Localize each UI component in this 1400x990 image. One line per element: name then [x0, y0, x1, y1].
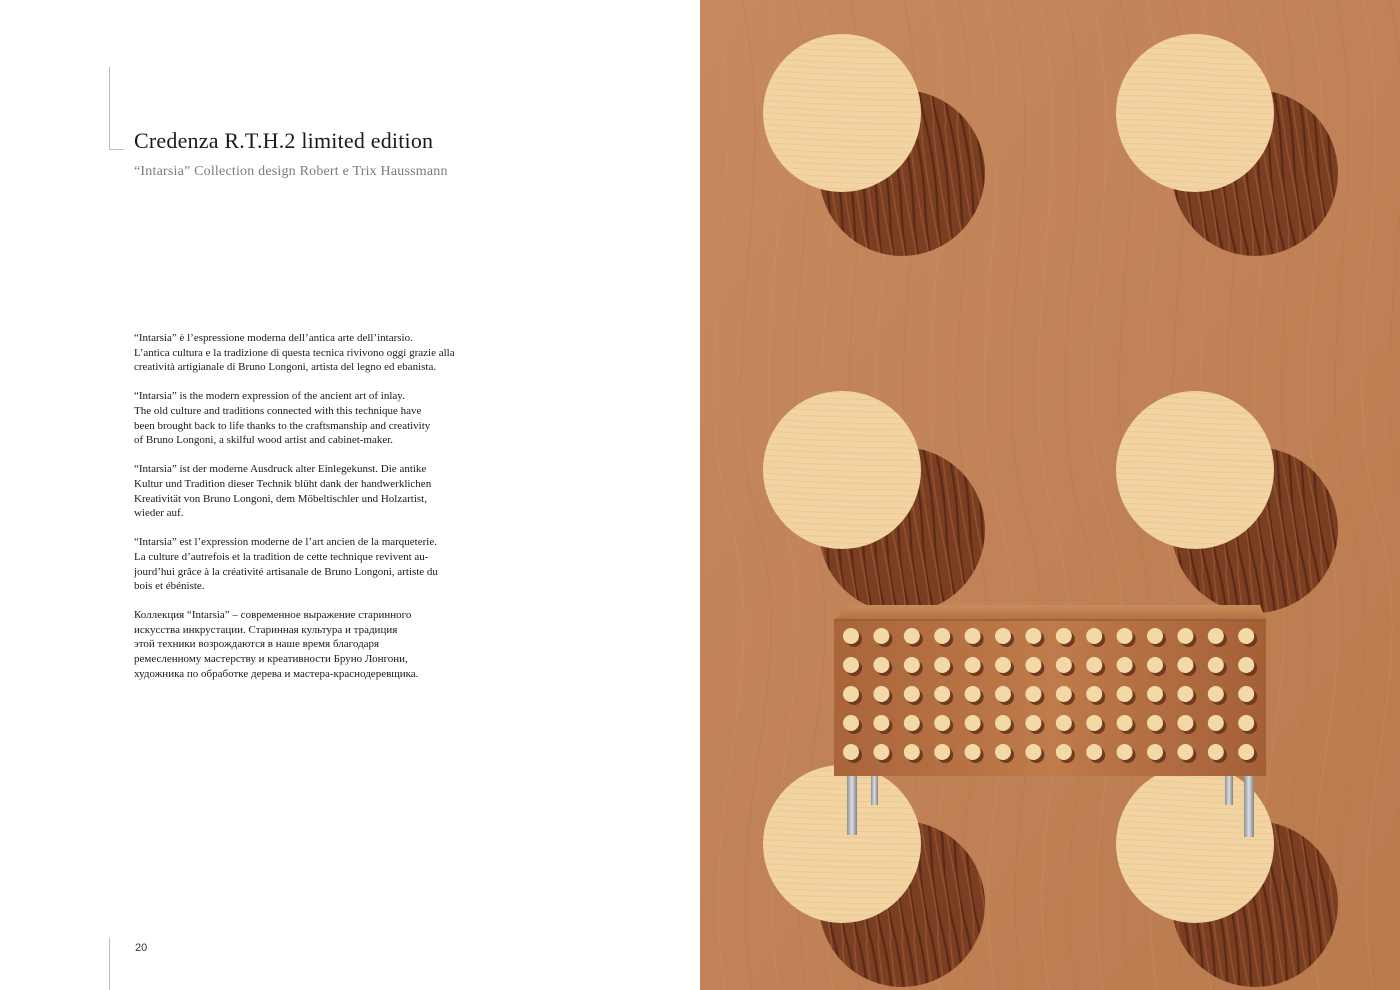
- body-text: [134, 331, 479, 696]
- knob: [873, 657, 889, 673]
- knob: [1056, 744, 1072, 760]
- knob: [1056, 628, 1072, 644]
- knob: [1025, 744, 1041, 760]
- knob: [1025, 686, 1041, 702]
- paragraph-italian: “Intarsia” è l’espressione moderna dell’antica arte dell’intarsio. L’antica cultura e la tradizione di questa tecnica rivivono oggi grazie alla creatività artigianale di Bruno Longoni, artista del legno ed ebanista.: [134, 332, 455, 374]
- knob: [904, 686, 920, 702]
- corner-mark-horizontal: [109, 149, 124, 150]
- knob: [1147, 715, 1163, 731]
- knob: [1208, 657, 1224, 673]
- knob: [965, 744, 981, 760]
- sideboard-body: [834, 620, 1266, 776]
- knob: [1056, 715, 1072, 731]
- knob: [1117, 628, 1133, 644]
- knob: [995, 657, 1011, 673]
- knob: [1086, 657, 1102, 673]
- maple-disc: [763, 34, 921, 192]
- knob: [1117, 657, 1133, 673]
- knob: [843, 744, 859, 760]
- knob: [1177, 628, 1193, 644]
- knob: [1208, 744, 1224, 760]
- knob: [873, 744, 889, 760]
- knob: [1086, 628, 1102, 644]
- sideboard-leg: [847, 775, 857, 835]
- knob: [1086, 744, 1102, 760]
- knob: [934, 744, 950, 760]
- knob: [1086, 715, 1102, 731]
- knob: [1117, 686, 1133, 702]
- knob: [1177, 744, 1193, 760]
- knob: [934, 628, 950, 644]
- knob: [904, 715, 920, 731]
- knob: [995, 628, 1011, 644]
- knob: [1208, 628, 1224, 644]
- knob: [965, 657, 981, 673]
- knob: [995, 715, 1011, 731]
- knob: [1208, 715, 1224, 731]
- knob: [843, 628, 859, 644]
- maple-disc: [763, 765, 921, 923]
- knob: [873, 686, 889, 702]
- knob: [1147, 686, 1163, 702]
- knob: [1177, 657, 1193, 673]
- knob: [965, 628, 981, 644]
- knob: [843, 657, 859, 673]
- footer-mark: [109, 938, 110, 990]
- page-subtitle: “Intarsia” Collection design Robert e Trix Haussmann: [134, 164, 448, 179]
- knob: [1025, 628, 1041, 644]
- knob: [1056, 686, 1072, 702]
- knob: [1238, 715, 1254, 731]
- knob: [965, 715, 981, 731]
- knob: [1056, 657, 1072, 673]
- knob: [904, 628, 920, 644]
- knob: [1238, 628, 1254, 644]
- paragraph-french: “Intarsia” est l’expression moderne de l’art ancien de la marqueterie. La culture d’autrefois et la tradition de cette technique revivent au- jourd’hui grâce à la créativité artisanale de Bruno Longoni, artiste du bois et ébéniste.: [134, 536, 438, 593]
- knob: [1238, 744, 1254, 760]
- sideboard-top: [834, 605, 1266, 620]
- maple-disc: [763, 391, 921, 549]
- knob: [995, 744, 1011, 760]
- knob: [873, 628, 889, 644]
- knob: [1177, 686, 1193, 702]
- knob: [843, 686, 859, 702]
- intarsia-sideboard-image: [700, 0, 1400, 990]
- knob: [1238, 686, 1254, 702]
- knob: [1086, 686, 1102, 702]
- paragraph-russian: Коллекция “Intarsia” – современное выражение старинного искусства инкрустации. Старинная культура и традиция этой техники возрождаются в наше время благодаря ремесленному мастерству и креативности Бруно Лонгони, художника по обработке дерева и мастера-краснодеревщика.: [134, 609, 419, 680]
- page-title: Credenza R.T.H.2 limited edition: [134, 128, 434, 153]
- knob: [965, 686, 981, 702]
- maple-disc: [1116, 391, 1274, 549]
- knob: [1208, 686, 1224, 702]
- right-page-photo: [700, 0, 1400, 990]
- knob: [1025, 715, 1041, 731]
- knob: [1238, 657, 1254, 673]
- knob: [1117, 744, 1133, 760]
- knob: [1147, 744, 1163, 760]
- paragraph-english: “Intarsia” is the modern expression of the ancient art of inlay. The old culture and traditions connected with this technique have been brought back to life thanks to the craftsmanship and creativity of Bruno Longoni, a skilful wood artist and cabinet-maker.: [134, 390, 431, 447]
- knob: [873, 715, 889, 731]
- corner-mark-vertical: [109, 67, 110, 150]
- knob: [1147, 657, 1163, 673]
- knob: [843, 715, 859, 731]
- page-number: 20: [135, 942, 148, 954]
- paragraph-german: “Intarsia” ist der moderne Ausdruck alter Einlegekunst. Die antike Kultur und Tradition dieser Technik blüht dank der handwerklichen Kreativität von Bruno Longoni, dem Möbeltischler und Holzartist, wieder auf.: [134, 463, 432, 520]
- knob: [995, 686, 1011, 702]
- knob: [1025, 657, 1041, 673]
- knob: [904, 744, 920, 760]
- sideboard-leg: [1225, 775, 1233, 805]
- sideboard-leg: [871, 775, 878, 805]
- knob: [934, 657, 950, 673]
- maple-disc: [1116, 34, 1274, 192]
- knob: [1177, 715, 1193, 731]
- knob: [1147, 628, 1163, 644]
- knob: [1117, 715, 1133, 731]
- knob: [904, 657, 920, 673]
- knob: [934, 715, 950, 731]
- knob: [934, 686, 950, 702]
- sideboard-leg: [1244, 775, 1254, 837]
